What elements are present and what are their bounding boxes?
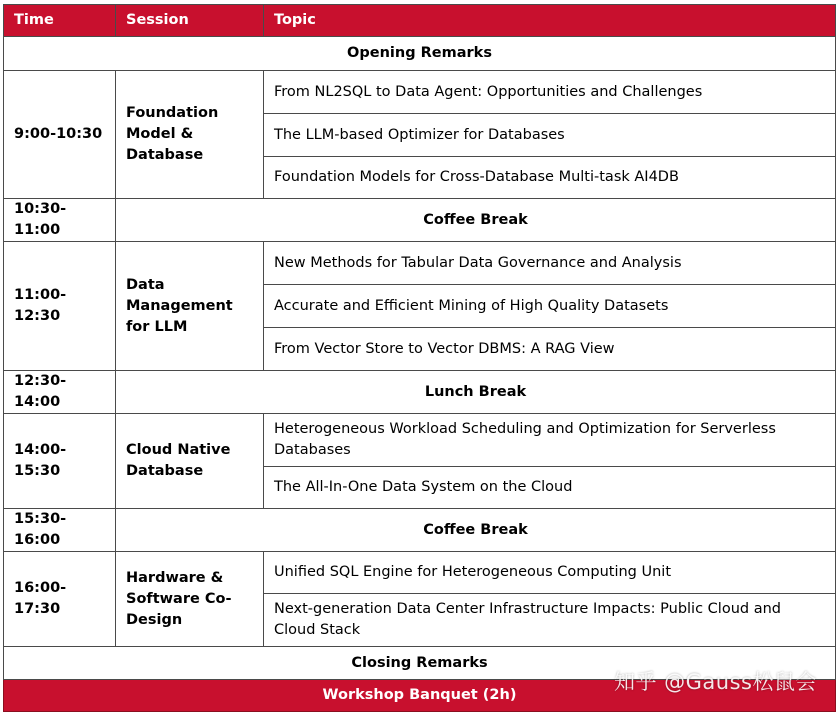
topic-cell: New Methods for Tabular Data Governance and Analysis	[264, 242, 836, 285]
header-row	[4, 5, 836, 37]
session-cell: Data Management for LLM	[116, 242, 264, 371]
header-time: Time	[4, 5, 116, 37]
time-cell: 15:30-16:00	[4, 509, 116, 552]
time-cell: 12:30-14:00	[4, 371, 116, 414]
header-topic: Topic	[264, 5, 836, 37]
topic-cell: From Vector Store to Vector DBMS: A RAG View	[264, 328, 836, 371]
topic-cell: Next-generation Data Center Infrastructure Impacts: Public Cloud and Cloud Stack	[264, 594, 836, 647]
schedule-table	[3, 4, 836, 712]
time-cell: 14:00-15:30	[4, 414, 116, 509]
break-label: Coffee Break	[116, 199, 836, 242]
break-row	[4, 371, 836, 414]
table-row	[4, 71, 836, 114]
session-cell: Cloud Native Database	[116, 414, 264, 509]
workshop-banquet: Workshop Banquet (2h)	[4, 680, 836, 712]
table-row	[4, 242, 836, 285]
break-label: Lunch Break	[116, 371, 836, 414]
table-row	[4, 414, 836, 467]
session-cell: Foundation Model & Database	[116, 71, 264, 199]
break-label: Coffee Break	[116, 509, 836, 552]
time-cell: 9:00-10:30	[4, 71, 116, 199]
topic-cell: Accurate and Efficient Mining of High Quality Datasets	[264, 285, 836, 328]
topic-cell: The All-In-One Data System on the Cloud	[264, 467, 836, 509]
opening-row	[4, 37, 836, 71]
opening-remarks: Opening Remarks	[4, 37, 836, 71]
header-session: Session	[116, 5, 264, 37]
time-cell: 16:00-17:30	[4, 552, 116, 647]
topic-cell: Unified SQL Engine for Heterogeneous Computing Unit	[264, 552, 836, 594]
closing-remarks: Closing Remarks	[4, 647, 836, 680]
session-cell: Hardware & Software Co-Design	[116, 552, 264, 647]
topic-cell: Heterogeneous Workload Scheduling and Optimization for Serverless Databases	[264, 414, 836, 467]
break-row	[4, 509, 836, 552]
time-cell: 10:30-11:00	[4, 199, 116, 242]
break-row	[4, 199, 836, 242]
topic-cell: Foundation Models for Cross-Database Multi-task AI4DB	[264, 157, 836, 199]
time-cell: 11:00-12:30	[4, 242, 116, 371]
watermark: 知乎 @Gauss松鼠会	[613, 670, 817, 694]
table-row	[4, 552, 836, 594]
topic-cell: The LLM-based Optimizer for Databases	[264, 114, 836, 157]
topic-cell: From NL2SQL to Data Agent: Opportunities and Challenges	[264, 71, 836, 114]
